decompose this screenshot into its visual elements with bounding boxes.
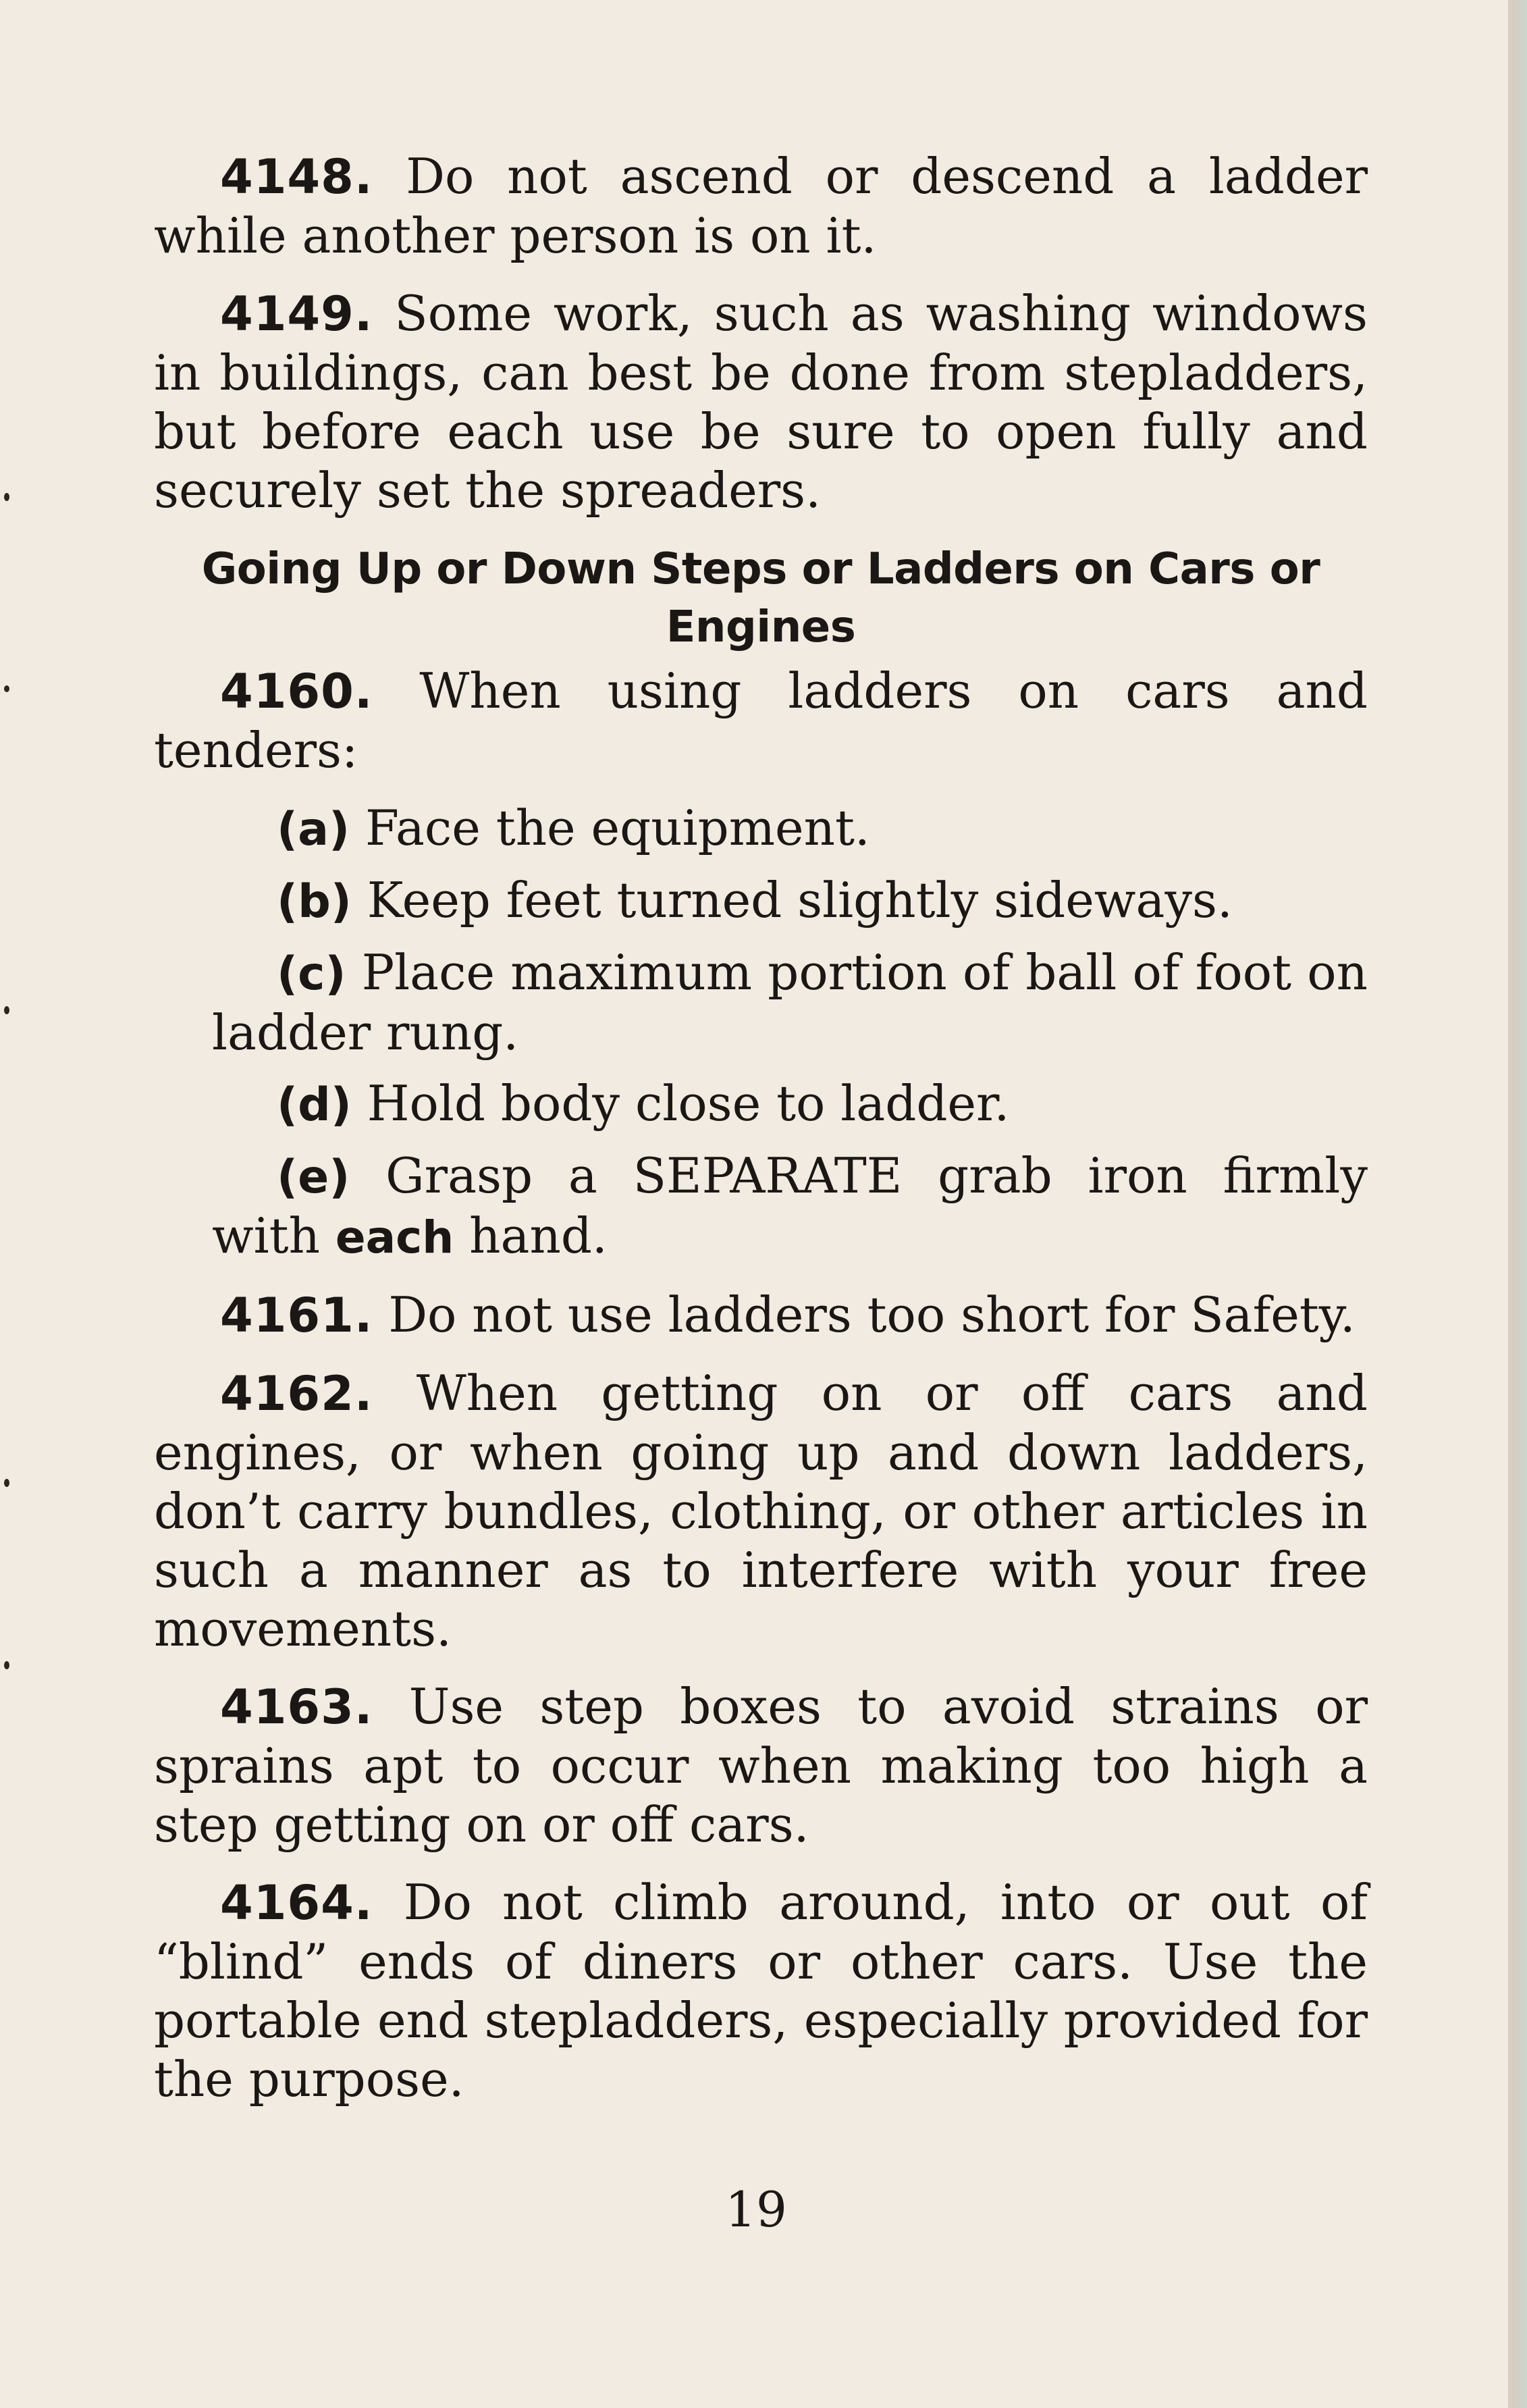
ink-speck xyxy=(4,1006,9,1014)
rule-4163 xyxy=(154,1677,1368,1854)
rule-text: When getting on or off cars and engines, or when going up and down ladders, don’t carry bundles, clothing, or other articles in such a manner as to interfere with your free movements. xyxy=(154,1365,1368,1657)
ink-speck xyxy=(4,685,9,692)
rule-4160 xyxy=(154,662,1368,780)
rule-4148 xyxy=(154,147,1368,265)
rule-text: Some work, such as washing windows in buildings, can best be done from stepladders, but before each use be sure to open fully and securely set the spreaders. xyxy=(154,285,1368,519)
rule-number: 4148. xyxy=(220,149,373,205)
rule-number: 4149. xyxy=(220,286,373,342)
rule-4160-item-a xyxy=(212,799,1368,859)
item-letter: (e) xyxy=(277,1151,350,1204)
section-heading: Going Up or Down Steps or Ladders on Cars or Engines xyxy=(201,544,1320,652)
item-text-after: hand. xyxy=(469,1207,608,1264)
item-letter: (c) xyxy=(277,947,346,1001)
page-edge xyxy=(1512,0,1527,2408)
item-text-before: Grasp a SEPARATE grab iron firmly with xyxy=(212,1147,1368,1264)
ink-speck xyxy=(4,493,9,501)
rule-number: 4162. xyxy=(220,1366,373,1421)
item-letter: (a) xyxy=(277,803,350,856)
rule-number: 4164. xyxy=(220,1875,373,1931)
item-text: Hold body close to ladder. xyxy=(367,1075,1010,1132)
rule-4149 xyxy=(154,284,1368,520)
rule-4160-item-d xyxy=(212,1074,1368,1134)
rule-4161 xyxy=(154,1286,1368,1345)
item-letter: (b) xyxy=(277,875,352,928)
item-emphasis: each xyxy=(335,1211,454,1263)
rule-number: 4161. xyxy=(220,1288,373,1343)
rule-text: Use step boxes to avoid strains or sprains apt to occur when making too high a step getting on or off cars. xyxy=(154,1678,1368,1853)
rule-4160-item-b xyxy=(212,871,1368,931)
rule-4162 xyxy=(154,1364,1368,1658)
item-text: Place maximum portion of ball of foot on ladder rung. xyxy=(212,944,1368,1061)
rule-4160-item-e xyxy=(212,1147,1368,1267)
page-content xyxy=(154,147,1368,2128)
rule-4160-item-c xyxy=(212,943,1368,1062)
page-number: 19 xyxy=(725,2181,787,2238)
ink-speck xyxy=(4,1661,9,1669)
ink-speck xyxy=(4,1479,9,1487)
rule-text: When using ladders on cars and tenders: xyxy=(154,662,1368,779)
rule-text: Do not use ladders too short for Safety. xyxy=(388,1286,1356,1343)
item-text: Keep feet turned slightly sideways. xyxy=(367,872,1233,928)
rule-text: Do not ascend or descend a ladder while another person is on it. xyxy=(154,148,1368,264)
item-text: Face the equipment. xyxy=(365,800,870,856)
rule-text: Do not climb around, into or out of “blind” ends of diners or other cars. Use the portable end stepladders, especially provided for the purpose. xyxy=(154,1874,1368,2108)
rule-number: 4160. xyxy=(220,664,373,719)
item-letter: (d) xyxy=(277,1078,352,1132)
rule-4164 xyxy=(154,1873,1368,2109)
rule-number: 4163. xyxy=(220,1679,373,1735)
